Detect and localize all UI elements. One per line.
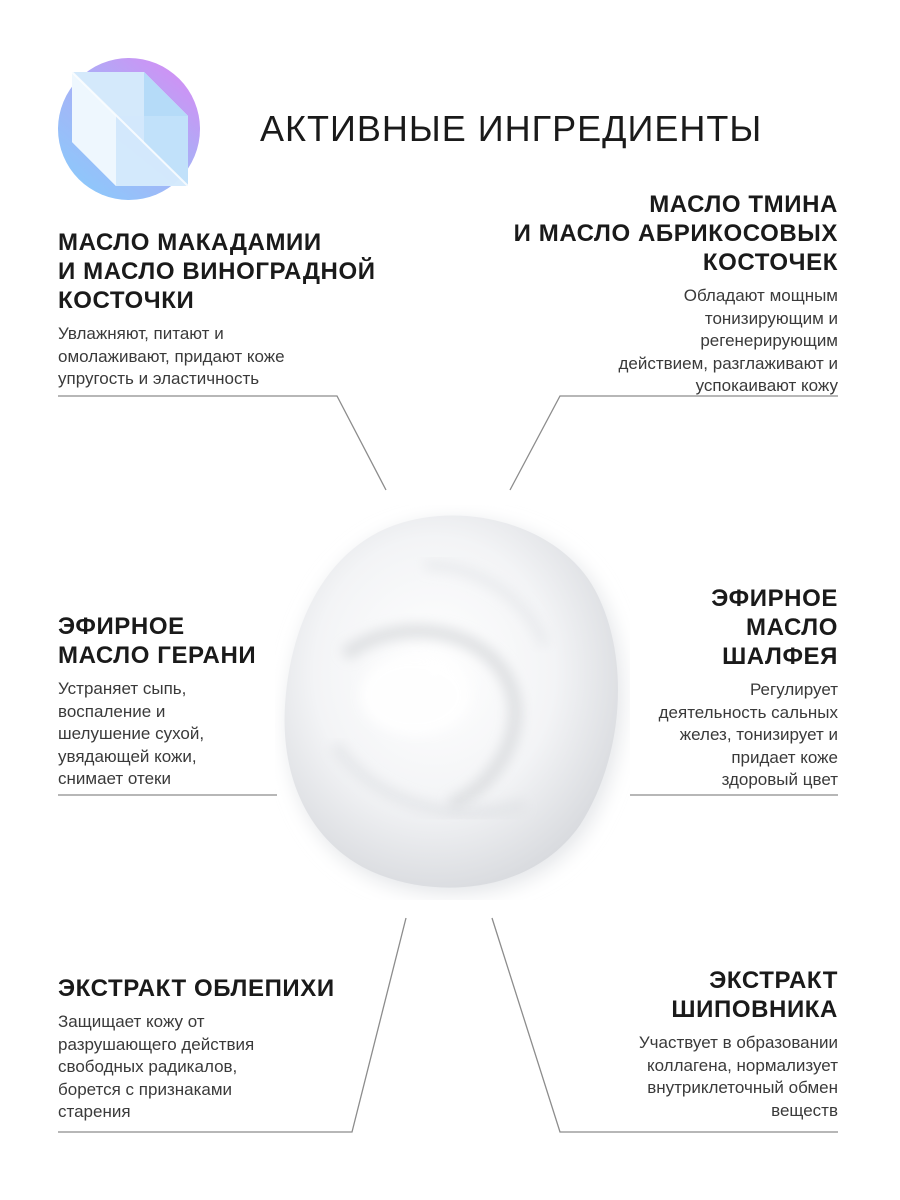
ingredient-description: Регулирует деятельность сальных желез, тонизирует и придает коже здоровый цвет: [658, 680, 838, 789]
ingredient-description: Увлажняют, питают и омолаживают, придают коже упругость и эластичность: [58, 324, 285, 388]
ingredient-block: [659, 584, 838, 792]
ingredient-name: ЭКСТРАКТ ОБЛЕПИХИ: [58, 975, 335, 1002]
ingredient-description: Участвует в образовании коллагена, нормализует внутриклеточный обмен веществ: [638, 1033, 838, 1120]
page-title: АКТИВНЫЕ ИНГРЕДИЕНТЫ: [260, 108, 763, 149]
ingredient-block: [58, 228, 376, 391]
ingredient-block: [58, 612, 256, 791]
connector-line: [58, 396, 386, 490]
ingredient-description: Защищает кожу от разрушающего действия свободных радикалов, борется с признаками старения: [58, 1012, 255, 1121]
ingredient-name: МАСЛО ТМИНА И МАСЛО АБРИКОСОВЫХ КОСТОЧЕК: [513, 191, 838, 276]
ingredient-description: Устраняет сыпь, воспаление и шелушение сухой, увядающей кожи, снимает отеки: [58, 679, 205, 788]
ingredient-name: ЭФИРНОЕ МАСЛО ГЕРАНИ: [58, 613, 257, 669]
cream-swatch-image: [275, 505, 630, 900]
ingredient-name: МАСЛО МАКАДАМИИ И МАСЛО ВИНОГРАДНОЙ КОСТОЧКИ: [58, 229, 376, 314]
connector-line: [510, 396, 838, 490]
ingredient-name: ЭФИРНОЕ МАСЛО ШАЛФЕЯ: [711, 585, 838, 670]
ingredient-block: [58, 974, 335, 1124]
ingredient-name: ЭКСТРАКТ ШИПОВНИКА: [671, 967, 838, 1023]
ingredient-description: Обладают мощным тонизирующим и регенерирующим действием, разглаживают и успокаивают кожу: [618, 286, 838, 395]
ingredient-block: [514, 190, 838, 398]
ingredient-block: [639, 966, 838, 1122]
